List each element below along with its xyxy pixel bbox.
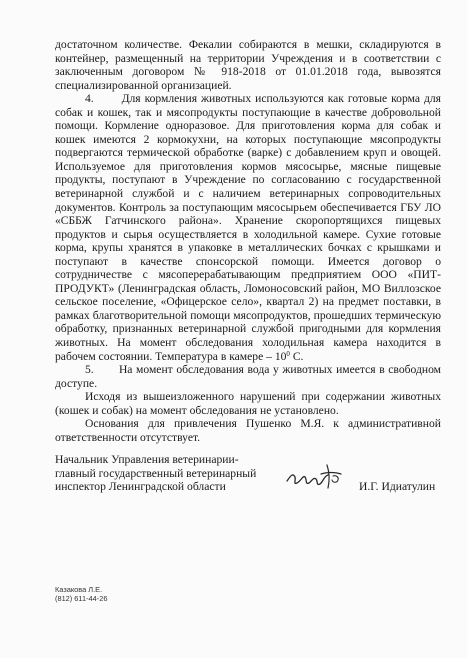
executor-footer — [55, 585, 107, 603]
executor-name: Казакова Л.Е. — [55, 585, 103, 594]
paragraph-5-number: 5. — [85, 363, 94, 377]
signatory-title-line-2: главный государственный ветеринарный — [55, 466, 257, 480]
executor-phone: (812) 611-44-26 — [55, 594, 108, 603]
paragraph-4-end: С. — [289, 349, 304, 363]
paragraph-5 — [55, 363, 441, 390]
paragraph-liability: Основания для привлечения Пушенко М.Я. к административной ответственности отсутствует. — [55, 417, 441, 444]
signatory-title-line-1: Начальник Управления ветеринарии- — [55, 453, 239, 466]
signatory-title-line-3: инспектор Ленинградской области — [55, 480, 226, 494]
paragraph-4-number: 4. — [85, 92, 94, 106]
signatory-name: И.Г. Идиатулин — [359, 480, 436, 493]
signature-block — [55, 453, 445, 494]
paragraph-conclusion: Исходя из вышеизложенного нарушений при содержании животных (кошек и собак) на момент обследования не установлено. — [55, 390, 441, 417]
paragraph-continuation: достаточном количестве. Фекалии собираются в мешки, складируются в контейнер, размещенный на территории Учреждения и в соответствии с заключенным договором № 918-2018 от 01.01.2018 года, вывозятся специализированной организацией. — [55, 38, 441, 92]
paragraph-5-text: На момент обследования вода у животных имеется в свободном доступе. — [55, 363, 441, 390]
paragraph-4 — [55, 92, 441, 363]
document-body — [55, 38, 441, 444]
paragraph-4-text: Для кормления животных используются как готовые корма для собак и кошек, так и мясопродукты поступающие в качестве добровольной помощи. Кормление одноразовое. Для приготовления корма для собак и кошек имеются 2 кормокухни, на которых поступающие мясопродукты подвергаются термической обработке (варке) с добавлением круп и овощей. Используемое для приготовления кормов мясосырье, мясные пищевые продукты, поступают в Учреждение по согласованию с государственной ветеринарной службой и с наличием ветеринарных сопроводительных документов. Контроль за поступающим мясосырьем обеспечивается ГБУ ЛО «СББЖ Гатчинского района». Хранение скоропортящихся пищевых продуктов и сырья осуществляется в холодильной камере. Сухие готовые корма, крупы хранятся в упаковке в металлических бочках с крышками и поступают в качестве спонсорской помощи. Имеется договор о сотрудничестве с мясоперерабатывающим предприятием ООО «ПИТ-ПРОДУКТ» (Ленинградская область, Ломоносовский район, МО Виллозское сельское поселение, «Офицерское село», квартал 2) на предмет поставки, в рамках благотворительной помощи мясопродуктов, прошедших термическую обработку, признанных ветеринарной службой пригодными для кормления животных. На момент обследования холодильная камера находится в рабочем состоянии. Температура в камере – 10 — [55, 92, 441, 363]
handwritten-signature — [283, 461, 353, 491]
degree-superscript: 0 — [286, 349, 290, 358]
